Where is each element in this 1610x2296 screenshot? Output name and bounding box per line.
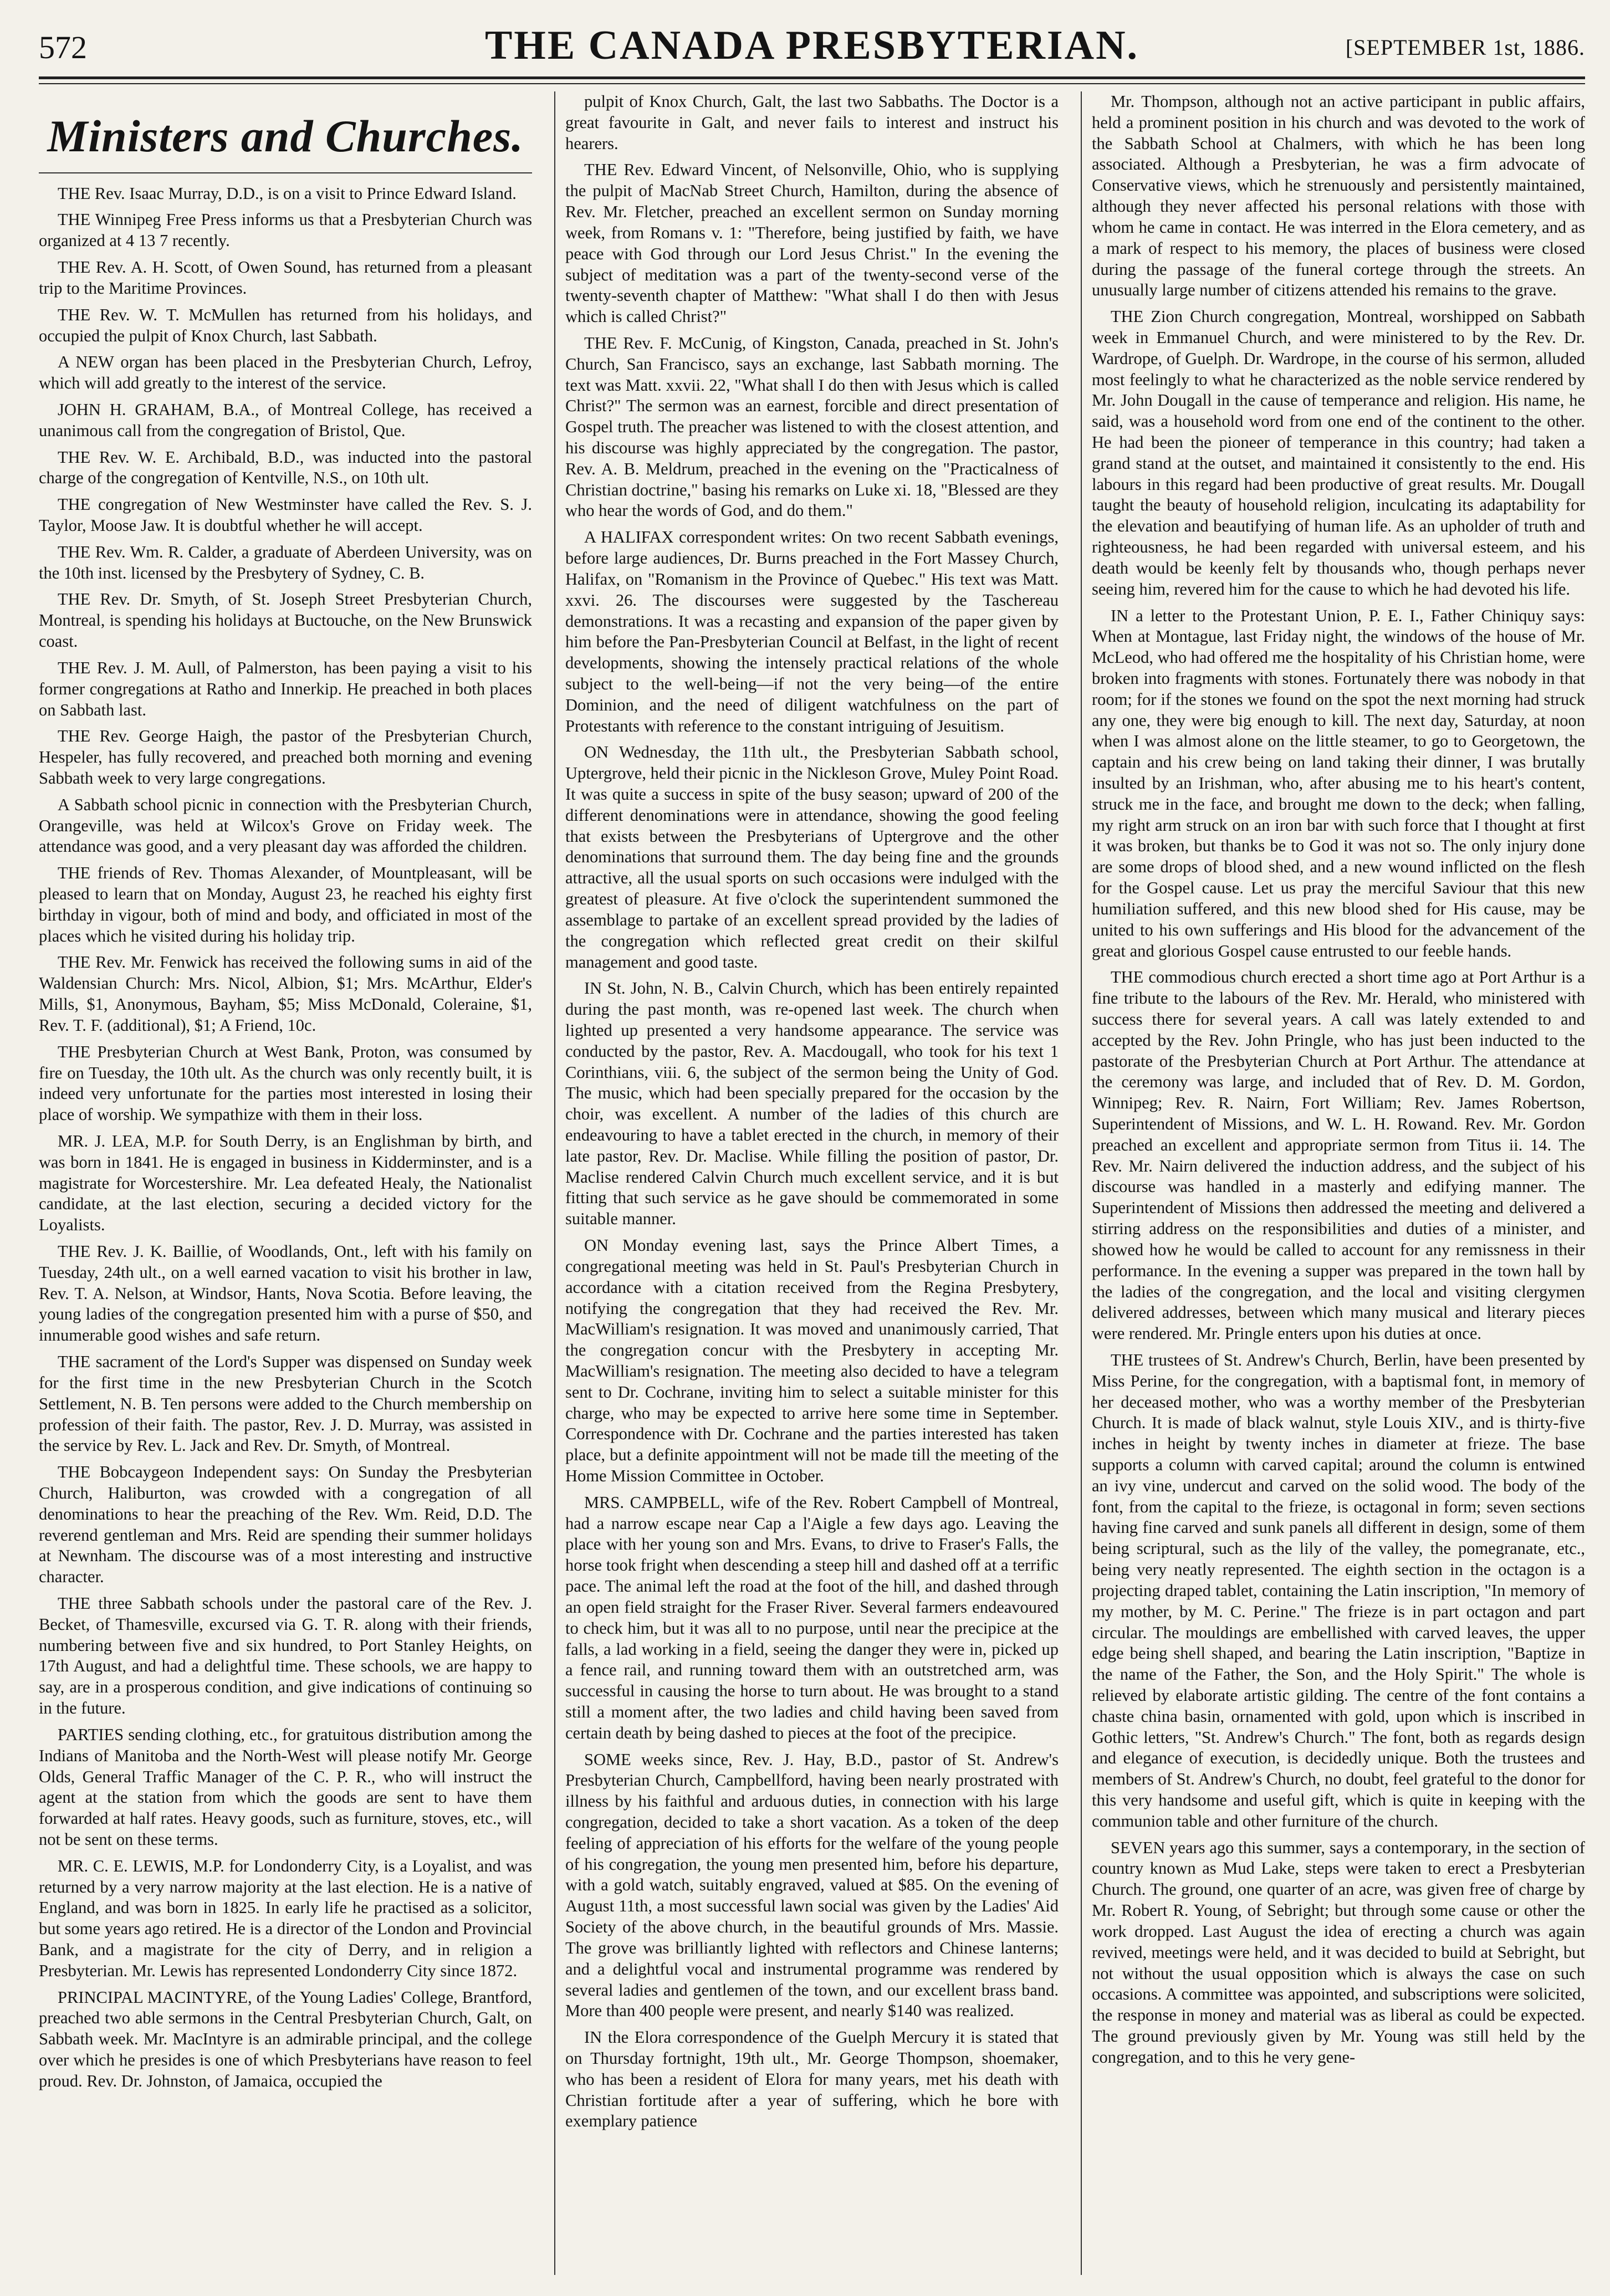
news-item: IN the Elora correspondence of the Guelph Mercury it is stated that on Thursday fortnight, 19th ult., Mr. George Thompson, shoemaker, who has been a resident of Elora for many years, met his death with Christian fortitude after a year of suffering, which he bore with exemplary patience <box>565 2028 1059 2131</box>
news-item: THE Bobcaygeon Independent says: On Sunday the Presbyterian Church, Haliburton, was crowded with a congregation of all denominations to hear the preaching of the Rev. Wm. Reid, D.D. The reverend gentleman and Mrs. Reid are spending their summer holidays at Newnham. The discourse was of a most interesting and instructive character. <box>39 1463 532 1587</box>
news-item: THE sacrament of the Lord's Supper was dispensed on Sunday week for the first time in the new Presbyterian Church in the Scotch Settlement, N. B. Ten persons were added to the Church membership on profession of their faith. The pastor, Rev. J. D. Murray, was assisted in the service by Rev. L. Jack and Rev. Dr. Smyth, of Montreal. <box>39 1352 532 1455</box>
column-2 <box>565 91 1059 2280</box>
news-item: MRS. CAMPBELL, wife of the Rev. Robert Campbell of Montreal, had a narrow escape near Cap a l'Aigle a few days ago. Leaving the place with her young son and Mrs. Evans, to drive to Fraser's Falls, the horse took fright when descending a steep hill and dashed off at a terrific pace. The animal left the road at the foot of the hill, and dashed through an open field straight for the Fraser River. Several farmers endeavoured to check him, but it was all to no purpose, until near the precipice at the falls, a lad working in a field, seeing the danger they were in, picked up a fence rail, and running toward them with an outstretched arm, was successful in causing the horse to turn about. He was brought to a stand still a moment after, the two ladies and child having been saved from certain death by being dashed to pieces at the foot of the precipice. <box>565 1492 1059 1742</box>
news-item: THE Rev. Mr. Fenwick has received the following sums in aid of the Waldensian Church: Mrs. Nicol, Albion, $1; Mrs. McArthur, Elder's Mills, $1, Anonymous, Bayham, $5; Miss McDonald, Coleraine, $1, Rev. T. F. (additional), $1; A Friend, 10c. <box>39 953 532 1035</box>
news-item: A Sabbath school picnic in connection with the Presbyterian Church, Orangeville, was held at Wilcox's Grove on Friday week. The attendance was good, and a very pleasant day was afforded the children. <box>39 795 532 856</box>
news-item: THE three Sabbath schools under the pastoral care of the Rev. J. Becket, of Thamesville, excursed via G. T. R. along with their friends, numbering between five and six hundred, to Port Stanley Heights, on 17th August, and had a delightful time. These schools, we are happy to say, are in a prosperous condition, and give indications of continuing so in the future. <box>39 1594 532 1718</box>
news-item: THE Rev. Isaac Murray, D.D., is on a visit to Prince Edward Island. <box>58 183 517 203</box>
column-1-body <box>39 183 532 2092</box>
news-item: A HALIFAX correspondent writes: On two recent Sabbath evenings, before large audiences, Dr. Burns preached in the Fort Massey Church, Halifax, on "Romanism in the Province of Quebec." His text was Matt. xxvi. 26. The discourses were suggested by the Taschereau demonstrations. It was a recasting and expansion of the paper given by him before the Pan-Presbyterian Council at Belfast, in the light of recent developments, showing the intensely practical relations of the whole subject to the well-being—if not the very being—of the entire Dominion, and the need of diligent watchfulness on the part of Protestants with reference to the constant intriguing of Jesuitism. <box>565 528 1059 735</box>
news-item: THE Rev. Edward Vincent, of Nelsonville, Ohio, who is supplying the pulpit of MacNab Street Church, Hamilton, during the absence of Rev. Mr. Fletcher, preached an excellent sermon on Sunday morning week, from Romans v. 1: "Therefore, being justified by faith, we have peace with God through our Lord Jesus Christ." In the evening the subject of meditation was a part of the twenty-second verse of the twenty-seventh chapter of Matthew: "What shall I do then with Jesus which is called Christ?" <box>565 160 1059 326</box>
news-item: ON Wednesday, the 11th ult., the Presbyterian Sabbath school, Uptergrove, held their picnic in the Nickleson Grove, Muley Point Road. It was quite a success in spite of the busy season; upward of 200 of the different denominations were in attendance, showing the good feeling that exists between the Presbyterians of Uptergrove and the other denominations that surround them. The day being fine and the grounds attractive, all the usual sports on such occasions were indulged with the greatest of pleasure. At five o'clock the superintendent summoned the assemblage to partake of an excellent spread provided by the ladies of the congregation which reflected great credit on their skilful management and good taste. <box>565 743 1059 971</box>
column-divider <box>554 91 555 2275</box>
header-rule-thin <box>39 83 1585 84</box>
news-item: THE Rev. J. K. Baillie, of Woodlands, Ont., left with his family on Tuesday, 24th ult., on a well earned vacation to visit his brother in law, Rev. T. A. Nelson, at Windsor, Hants, Nova Scotia. Before leaving, the young ladies of the congregation presented him with a purse of $50, and innumerable good wishes and safe return. <box>39 1242 532 1345</box>
news-item: MR. C. E. LEWIS, M.P. for Londonderry City, is a Loyalist, and was returned by a very narrow majority at the last election. He is a native of England, and was born in 1825. In early life he practised as a solicitor, but some years ago retired. He is a director of the London and Provincial Bank, and a magistrate for the city of Derry, and in religion a Presbyterian. Mr. Lewis has represented Londonderry City since 1872. <box>39 1856 532 1980</box>
news-item: THE congregation of New Westminster have called the Rev. S. J. Taylor, Moose Jaw. It is doubtful whether he will accept. <box>39 495 532 535</box>
column-1 <box>39 91 532 2280</box>
news-item: THE trustees of St. Andrew's Church, Berlin, have been presented by Miss Perine, for the congregation, with a baptismal font, in memory of her deceased mother, who was a worthy member of the Presbyterian Church. It is made of black walnut, style Louis XIV., and is thirty-five inches in height by twenty inches in diameter at frieze. The base supports a column with carved capital; around the column is entwined an ivy vine, undercut and carved on the solid wood. The body of the font, from the capital to the frieze, is octagonal in form; seven sections having fine carved and sunk panels all different in design, some of them being scriptural, such as the lily of the valley, the pomegranate, etc., being very neatly represented. The eighth section in the octagon is a projecting draped tablet, containing the Latin inscription, "In memory of my mother, by M. C. Perine." The frieze is in part octagon and part circular. The mouldings are embellished with carved leaves, the upper edge being shell shaped, and bearing the Latin inscription, "Baptize in the name of the Father, the Son, and the Holy Spirit." The whole is relieved by elaborate artistic gilding. The centre of the font contains a chaste china basin, ornamented with gold, upon which is inscribed in Gothic letters, "St. Andrew's Church." The font, both as regards design and elegance of execution, is decidedly unique. Both the trustees and members of St. Andrew's Church, no doubt, feel grateful to the donor for this very handsome and useful gift, which is quite in keeping with the communion table and other furniture of the church. <box>1092 1350 1585 1830</box>
news-item: JOHN H. GRAHAM, B.A., of Montreal College, has received a unanimous call from the congregation of Bristol, Que. <box>39 400 532 440</box>
news-item: SEVEN years ago this summer, says a contemporary, in the section of country known as Mud Lake, steps were taken to erect a Presbyterian Church. The ground, one quarter of an acre, was given free of charge by Mr. Robert R. Young, of Sebright; but through some cause or other the work dropped. Last August the idea of erecting a church was again revived, meetings were held, and it was decided to build at Sebright, but not without the usual opposition which is always the case on such occasions. A committee was appointed, and subscriptions were solicited, the response in money and material was as liberal as could be expected. The ground previously given by Mr. Young was still held by the congregation, and to this he very gene- <box>1092 1838 1585 2067</box>
page-header <box>39 22 1585 72</box>
news-item: THE Zion Church congregation, Montreal, worshipped on Sabbath week in Emmanuel Church, and were ministered to by the Rev. Dr. Wardrope, of Guelph. Dr. Wardrope, in the course of his sermon, alluded most feelingly to what he characterized as the noble service rendered by Mr. John Dougall in the cause of temperance and religion. His name, he said, was a household word from one end of the continent to the other. He had been the pioneer of temperance in this country; had taken a grand stand at the outset, and maintained it consistently to the end. His labours in this regard had been productive of great results. Mr. Dougall taught the beauty of household religion, inculcating its adaptability for the elevation and beautifying of human life. As an upholder of truth and righteousness, he had been regarded with universal esteem, and his death would be keenly felt by thousands who, though perhaps never seeing him, revered him for the cause to which he had devoted his life. <box>1092 307 1585 599</box>
news-item: IN St. John, N. B., Calvin Church, which has been entirely repainted during the past month, was re-opened last week. The church when lighted up presented a very handsome appearance. The service was conducted by the pastor, Rev. A. Macdougall, who took for his text 1 Corinthians, viii. 6, the subject of the sermon being the Unity of God. The music, which had been specially prepared for the occasion by the choir, was excellent. A number of the ladies of this church are endeavouring to have a tablet erected in the church, in memory of their late pastor, Rev. Dr. Maclise. While filling the position of pastor, Dr. Maclise rendered Calvin Church much excellent service, and it is but fitting that such service as he gave should be commemorated in some suitable manner. <box>565 979 1059 1229</box>
news-item: pulpit of Knox Church, Galt, the last two Sabbaths. The Doctor is a great favourite in Galt, and never fails to interest and instruct his hearers. <box>565 92 1059 153</box>
news-item: IN a letter to the Protestant Union, P. E. I., Father Chiniquy says: When at Montague, last Friday night, the windows of the house of Mr. McLeod, who had offered me the hospitality of his Christian home, were broken into fragments with stones. Fortunately there was nobody in that room; for if the stones we found on the spot the next morning had struck any one, they were big enough to kill. The next day, Saturday, at noon when I was almost alone on the little steamer, to go to Georgetown, the captain and his crew being on land taking their dinner, I was brutally insulted by an Irishman, who, after abusing me to his heart's content, struck me in the face, and brought me down to the deck; when falling, my right arm struck on an iron bar with such force that I thought at first it was broken, but thanks be to God it was not so. The only injury done are some drops of blood shed, and a new wound inflicted on the flesh for the Gospel cause. Let us pray the merciful Saviour that this new humiliation suffered, and this new blood shed for His cause, may be united to his own sufferings and His blood for the advancement of the great and glorious Gospel cause entrusted to our feeble hands. <box>1092 606 1585 960</box>
news-item: PARTIES sending clothing, etc., for gratuitous distribution among the Indians of Manitoba and the North-West will please notify Mr. George Olds, General Traffic Manager of the C. P. R., who will instruct the agent at the station from which the goods are sent to have them forwarded at half rates. Heavy goods, such as furniture, stoves, etc., will not be sent on these terms. <box>39 1725 532 1849</box>
news-item: THE Rev. J. M. Aull, of Palmerston, has been paying a visit to his former congregations at Ratho and Innerkip. He preached in both places on Sabbath last. <box>39 658 532 719</box>
issue-date: [SEPTEMBER 1st, 1886. <box>1345 35 1585 60</box>
news-item: THE Rev. George Haigh, the pastor of the Presbyterian Church, Hespeler, has fully recovered, and preached both morning and evening Sabbath week to very large congregations. <box>39 727 532 788</box>
news-item: THE commodious church erected a short time ago at Port Arthur is a fine tribute to the labours of the Rev. Mr. Herald, who ministered with success there for several years. A call was lately extended to and accepted by the Rev. John Pringle, who has just been inducted to the pastorate of the Presbyterian Church at Port Arthur. The attendance at the ceremony was large, and included that of Rev. D. M. Gordon, Winnipeg; Rev. R. Nairn, Fort William; Rev. James Robertson, Superintendent of Missions, and W. L. H. Rowand. Rev. Mr. Gordon preached an excellent and appropriate sermon from Titus ii. 14. The Rev. Mr. Nairn delivered the induction address, and the subject of his discourse was handled in a masterly and edifying manner. The Superintendent of Missions then addressed the meeting and delivered a stirring address on the responsibilities and duties of a minister, and showed how he would be called to account for any remissness in their performance. In the evening a supper was prepared in the town hall by the ladies of the congregation, and the local and visiting clergymen delivered addresses, between which many musical and literary pieces were rendered. Mr. Pringle enters upon his duties at once. <box>1092 968 1585 1343</box>
page-number: 572 <box>39 29 87 65</box>
news-item: SOME weeks since, Rev. J. Hay, B.D., pastor of St. Andrew's Presbyterian Church, Campbellford, having been nearly prostrated with illness by his faithful and arduous duties, in connection with his large congregation, decided to take a short vacation. As a token of the deep feeling of appreciation of his efforts for the welfare of the young people of his congregation, the young men presented him, before his departure, with a gold watch, suitably engraved, valued at $85. On the evening of August 11th, a most successful lawn social was given by the Ladies' Aid Society of the above church, in the beautiful grounds of Mrs. Massie. The grove was brilliantly lighted with reflectors and Chinese lanterns; and a delightful vocal and instrumental programme was rendered by several ladies and gentlemen of the town, and our excellent brass band. More than 400 people were present, and nearly $140 was realized. <box>565 1750 1059 2021</box>
news-item: THE Rev. A. H. Scott, of Owen Sound, has returned from a pleasant trip to the Maritime Provinces. <box>39 258 532 298</box>
news-item: THE Rev. W. T. McMullen has returned from his holidays, and occupied the pulpit of Knox Church, last Sabbath. <box>39 305 532 345</box>
news-item: A NEW organ has been placed in the Presbyterian Church, Lefroy, which will add greatly to the interest of the service. <box>39 352 532 393</box>
news-item: THE Rev. F. McCunig, of Kingston, Canada, preached in St. John's Church, San Francisco, says an exchange, last Sabbath morning. The text was Matt. xxvii. 22, "What shall I do then with Jesus which is called Christ?" The sermon was an earnest, forcible and direct presentation of Gospel truth. The preacher was listened to with the closest attention, and his discourse was highly appreciated by the congregation. The pastor, Rev. A. B. Meldrum, preached in the evening on the "Practicalness of Christian doctrine," basing his remarks on Luke xi. 18, "Blessed are they who hear the words of God, and do them." <box>565 333 1059 520</box>
column-3 <box>1092 91 1585 2280</box>
masthead: THE CANADA PRESBYTERIAN. <box>484 23 1139 68</box>
news-item: Mr. Thompson, although not an active participant in public affairs, held a prominent position in his church and was devoted to the work of the Sabbath School at Chalmers, with which he has been long associated. Although a Presbyterian, he was a firm advocate of Conservative views, which he strenuously and persistently maintained, although they never affected his personal relations with those with whom he came in contact. He was interred in the Elora cemetery, and as a mark of respect to his memory, the places of business were closed during the passage of the funeral cortege through the streets. An unusually large number of citizens attended his remains to the grave. <box>1092 92 1585 300</box>
news-item: THE Rev. Wm. R. Calder, a graduate of Aberdeen University, was on the 10th inst. licensed by the Presbytery of Sydney, C. B. <box>39 542 532 582</box>
news-item: PRINCIPAL MACINTYRE, of the Young Ladies' College, Brantford, preached two able sermons in the Central Presbyterian Church, Galt, on Sabbath week. Mr. MacIntyre is an admirable principal, and the college over which he presides is one of which Presbyterians have reason to feel proud. Rev. Dr. Johnston, of Jamaica, occupied the <box>39 1987 532 2090</box>
column-divider <box>1081 91 1082 2275</box>
news-item: MR. J. LEA, M.P. for South Derry, is an Englishman by birth, and was born in 1841. He is engaged in business in Kidderminster, and is a magistrate for Worcestershire. Mr. Lea defeated Healy, the Nationalist candidate, at the last election, securing a decided victory for the Loyalists. <box>39 1131 532 1235</box>
news-item: ON Monday evening last, says the Prince Albert Times, a congregational meeting was held in St. Paul's Presbyterian Church in accordance with a citation received from the Regina Presbytery, notifying the congregation that they had received the Rev. Mr. MacWilliam's resignation. It was moved and unanimously carried, That the congregation concur with the Presbytery in accepting Mr. MacWilliam's resignation. The meeting also decided to have a telegram sent to Dr. Cochrane, inviting him to select a suitable minister for this charge, who may be expected to arrive here some time in September. Correspondence with Dr. Cochrane and the parties interested has taken place, but a definite appointment will not be made till the meeting of the Home Mission Committee in October. <box>565 1236 1059 1485</box>
news-item: THE Winnipeg Free Press informs us that a Presbyterian Church was organized at 4 13 7 recently. <box>39 210 532 250</box>
news-item: THE Presbyterian Church at West Bank, Proton, was consumed by fire on Tuesday, the 10th ult. As the church was only recently built, it is indeed very unfortunate for the parties most interested in losing their place of worship. We sympathize with them in their loss. <box>39 1042 532 1124</box>
section-title: Ministers and Churches. <box>47 111 524 161</box>
title-rule <box>39 172 532 173</box>
news-item: THE Rev. Dr. Smyth, of St. Joseph Street Presbyterian Church, Montreal, is spending his holidays at Buctouche, on the New Brunswick coast. <box>39 590 532 651</box>
news-item: THE Rev. W. E. Archibald, B.D., was inducted into the pastoral charge of the congregation of Kentville, N.S., on 10th ult. <box>39 447 532 488</box>
news-item: THE friends of Rev. Thomas Alexander, of Mountpleasant, will be pleased to learn that on Monday, August 23, he reached his eighty first birthday in vigour, both of mind and body, and officiated in most of the places which he visited during his holiday trip. <box>39 863 532 945</box>
header-rule <box>39 76 1585 79</box>
